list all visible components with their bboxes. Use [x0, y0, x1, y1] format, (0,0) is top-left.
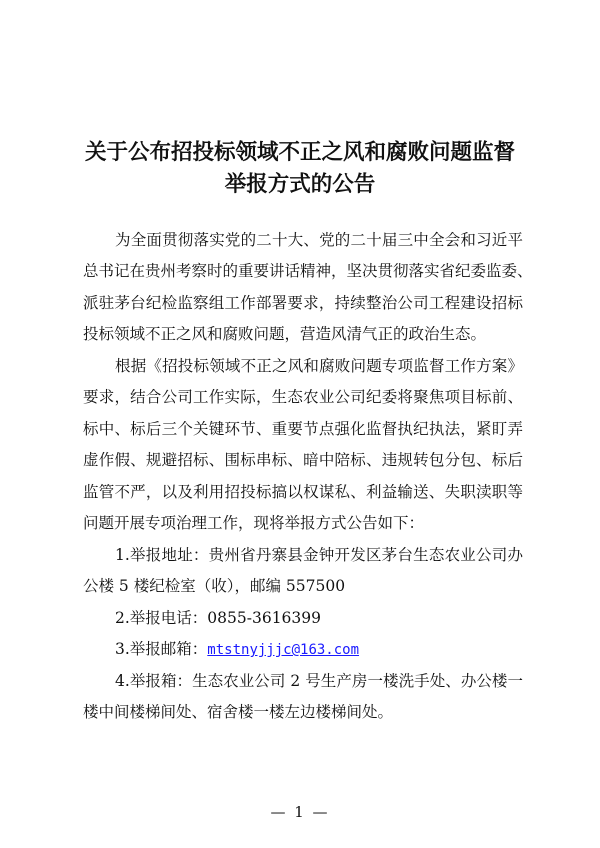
paragraph2-line: 要求，结合公司工作实际，生态农业公司纪委将聚焦项目标前、: [83, 388, 523, 406]
paragraph2-line: 标中、标后三个关键环节、重要节点强化监督执纪执法，紧盯弄: [83, 420, 523, 438]
report-address-line: 1.举报地址：贵州省丹寨县金钟开发区茅台生态农业公司办: [115, 546, 523, 564]
paragraph2-line: 问题开展专项治理工作，现将举报方式公告如下：: [83, 514, 425, 532]
report-email-label: 3.举报邮箱：: [115, 640, 208, 658]
paragraph2-line: 监管不严，以及利用招投标搞以权谋私、利益输送、失职渎职等: [83, 483, 523, 501]
report-box-line: 楼中间楼梯间处、宿舍楼一楼左边楼梯间处。: [83, 703, 394, 721]
report-address-line: 公楼 5 楼纪检室（收），邮编 557500: [83, 577, 346, 595]
paragraph1-line: 派驻茅台纪检监察组工作部署要求，持续整治公司工程建设招标: [83, 294, 523, 312]
paragraph1-line: 总书记在贵州考察时的重要讲话精神，坚决贯彻落实省纪委监委、: [83, 262, 533, 280]
page-number: — 1 —: [270, 803, 330, 821]
paragraph2-line: 虚作假、规避招标、围标串标、暗中陪标、违规转包分包、标后: [83, 451, 523, 469]
paragraph1-line: 投标领域不正之风和腐败问题，营造风清气正的政治生态。: [83, 325, 487, 343]
report-email-line: [115, 638, 523, 661]
document-title-line2: 举报方式的公告: [224, 172, 376, 197]
report-box-line: 4.举报箱：生态农业公司 2 号生产房一楼洗手处、办公楼一: [115, 672, 523, 690]
paragraph2-line: 根据《招投标领域不正之风和腐败问题专项监督工作方案》: [115, 357, 523, 375]
document-title-line1: 关于公布招投标领域不正之风和腐败问题监督: [84, 140, 515, 165]
report-phone: 2.举报电话：0855-3616399: [115, 609, 322, 627]
report-email-link[interactable]: mtstnyjjjc@163.com: [207, 642, 360, 658]
paragraph1-line: 为全面贯彻落实党的二十大、党的二十届三中全会和习近平: [115, 231, 523, 249]
